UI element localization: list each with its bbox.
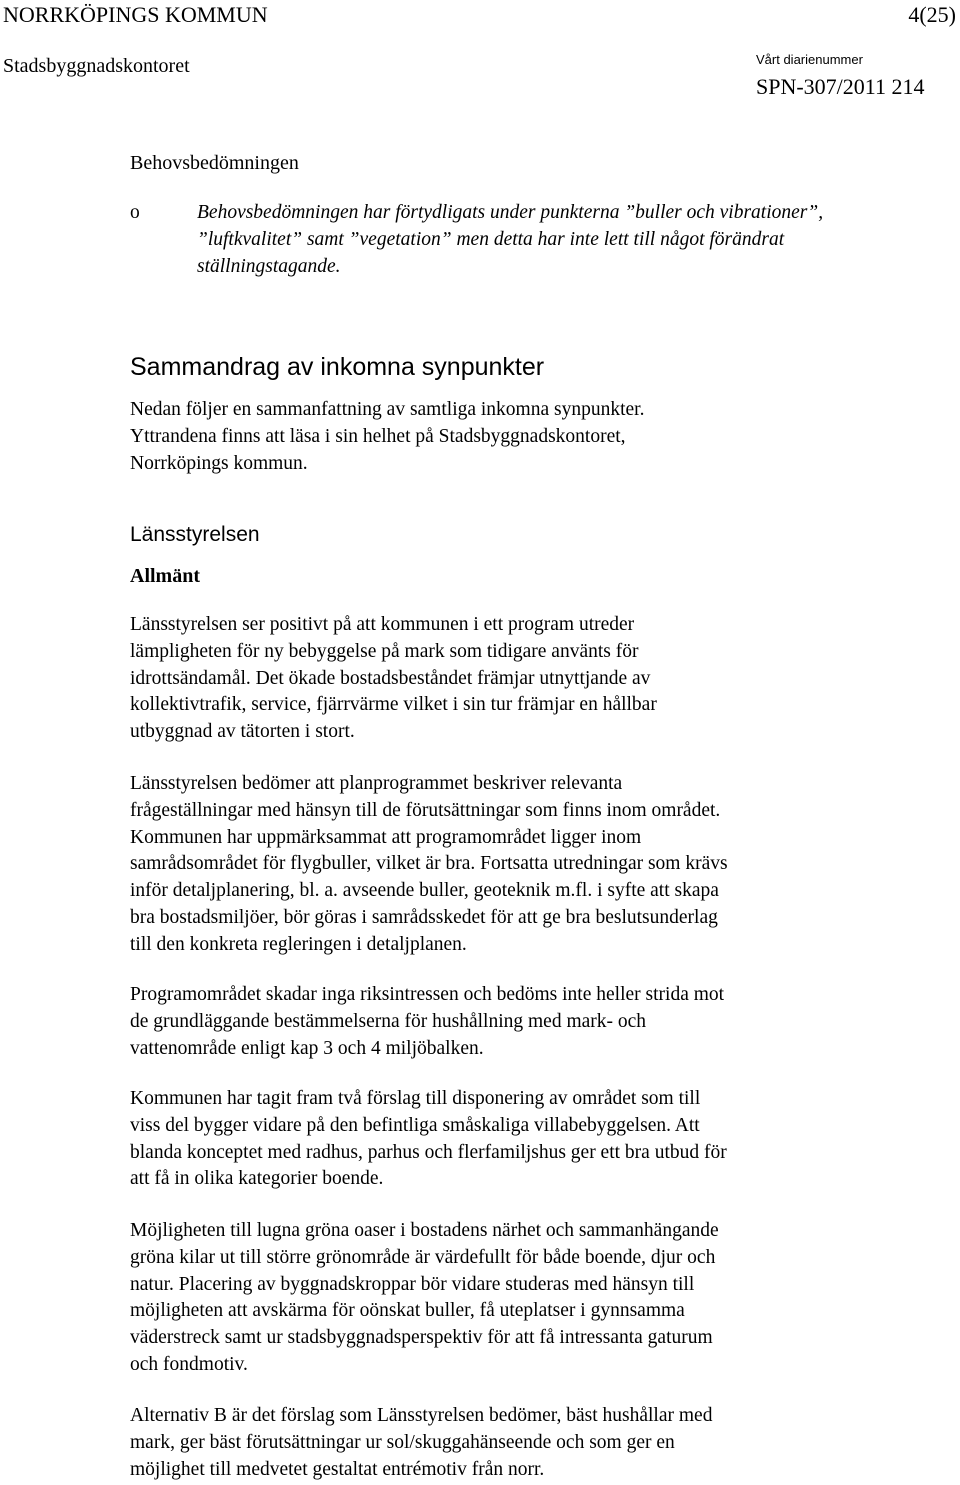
paragraph-line: Kommunen har uppmärksammat att programområdet ligger inom (130, 826, 642, 848)
paragraph-line: möjlighet till medvetet gestaltat entrémotiv från norr. (130, 1458, 545, 1480)
paragraph-line: samrådsområdet för flygbuller, vilket är bra. Fortsatta utredningar som krävs (130, 853, 728, 875)
summary-line-2: Yttrandena finns att läsa i sin helhet på Stadsbyggnadskontoret, (130, 426, 626, 447)
paragraph-line: att få in olika kategorier boende. (130, 1168, 384, 1190)
paragraph-line: mark, ger bäst förutsättningar ur sol/skuggahänseende och som ger en (130, 1431, 675, 1453)
summary-heading: Sammandrag av inkomna synpunkter (130, 353, 545, 381)
paragraph-line: bra bostadsmiljöer, bör göras i samrådsskedet för att ge bra beslutsunderlag (130, 907, 718, 928)
behov-bullet-text: Behovsbedömningen har förtydligats under punkterna ”buller och vibrationer”, ”luftkvalitet” samt ”vegetation” men detta har inte lett till något förändrat ställningstagande. (197, 202, 824, 277)
paragraph-line: och fondmotiv. (130, 1354, 248, 1375)
registry-number: SPN-307/2011 214 (756, 74, 925, 99)
municipality-name: NORRKÖPINGS KOMMUN (3, 2, 268, 27)
paragraph-line: inför detaljplanering, bl. a. avseende buller, geoteknik m.fl. i syfte att skapa (130, 880, 719, 902)
paragraph-line: frågeställningar med hänsyn till de förutsättningar som finns inom området. (130, 799, 721, 821)
paragraph-line: utbyggnad av tätorten i stort. (130, 721, 355, 743)
paragraph-line: de grundläggande bestämmelserna för hushållning med mark- och (130, 1010, 647, 1032)
paragraph-line: kollektivtrafik, service, fjärrvärme vilket i sin tur främjar en hållbar (130, 694, 657, 716)
paragraph-line: blanda konceptet med radhus, parhus och flerfamiljshus ger ett bra utbud för (130, 1141, 727, 1163)
page-number: 4(25) (908, 2, 956, 27)
paragraph-line: gröna kilar ut till större grönområde är värdefullt för både boende, djur och (130, 1246, 716, 1268)
paragraph-line: natur. Placering av byggnadskroppar bör vidare studeras med hänsyn till (130, 1273, 695, 1295)
behov-title: Behovsbedömningen (130, 152, 299, 174)
paragraph-line: idrottsändamål. Det ökade bostadsbeståndet främjar utnyttjande av (130, 667, 651, 689)
paragraph-line: Programområdet skadar inga riksintressen och bedöms inte heller strida mot (130, 984, 725, 1005)
paragraph-line: vattenområde enligt kap 3 och 4 miljöbalken. (130, 1037, 484, 1059)
paragraph-line: Möjligheten till lugna gröna oaser i bostadens närhet och sammanhängande (130, 1220, 719, 1241)
paragraph-line: till den konkreta regleringen i detaljplanen. (130, 933, 467, 955)
office-name: Stadsbyggnadskontoret (3, 55, 190, 77)
paragraph-line: Alternativ B är det förslag som Länsstyrelsen bedömer, bäst hushållar med (130, 1405, 713, 1426)
summary-line-3: Norrköpings kommun. (130, 453, 308, 474)
paragraph-line: Länsstyrelsen ser positivt på att kommunen i ett program utreder (130, 614, 635, 635)
summary-line-1: Nedan följer en sammanfattning av samtliga inkomna synpunkter. (130, 399, 645, 420)
paragraph-line: lämpligheten för ny bebyggelse på mark som tidigare använts för (130, 640, 639, 662)
lansstyrelsen-heading: Länsstyrelsen (130, 523, 260, 546)
paragraph-line: Kommunen har tagit fram två förslag till disponering av området som till (130, 1088, 701, 1109)
registry-label: Vårt diarienummer (756, 52, 863, 67)
paragraph-line: viss del bygger vidare på den befintliga småskaliga villabebyggelsen. Att (130, 1114, 700, 1136)
bullet-marker: o (130, 202, 140, 223)
paragraph-line: väderstreck samt ur stadsbyggnadsperspektiv för att få intressanta gaturum (130, 1327, 713, 1349)
paragraph-line: möjligheten att avskärma för oönskat buller, få uteplatser i gynnsamma (130, 1300, 685, 1322)
paragraph-line: Länsstyrelsen bedömer att planprogrammet beskriver relevanta (130, 773, 623, 794)
allmant-subheading: Allmänt (130, 565, 200, 587)
